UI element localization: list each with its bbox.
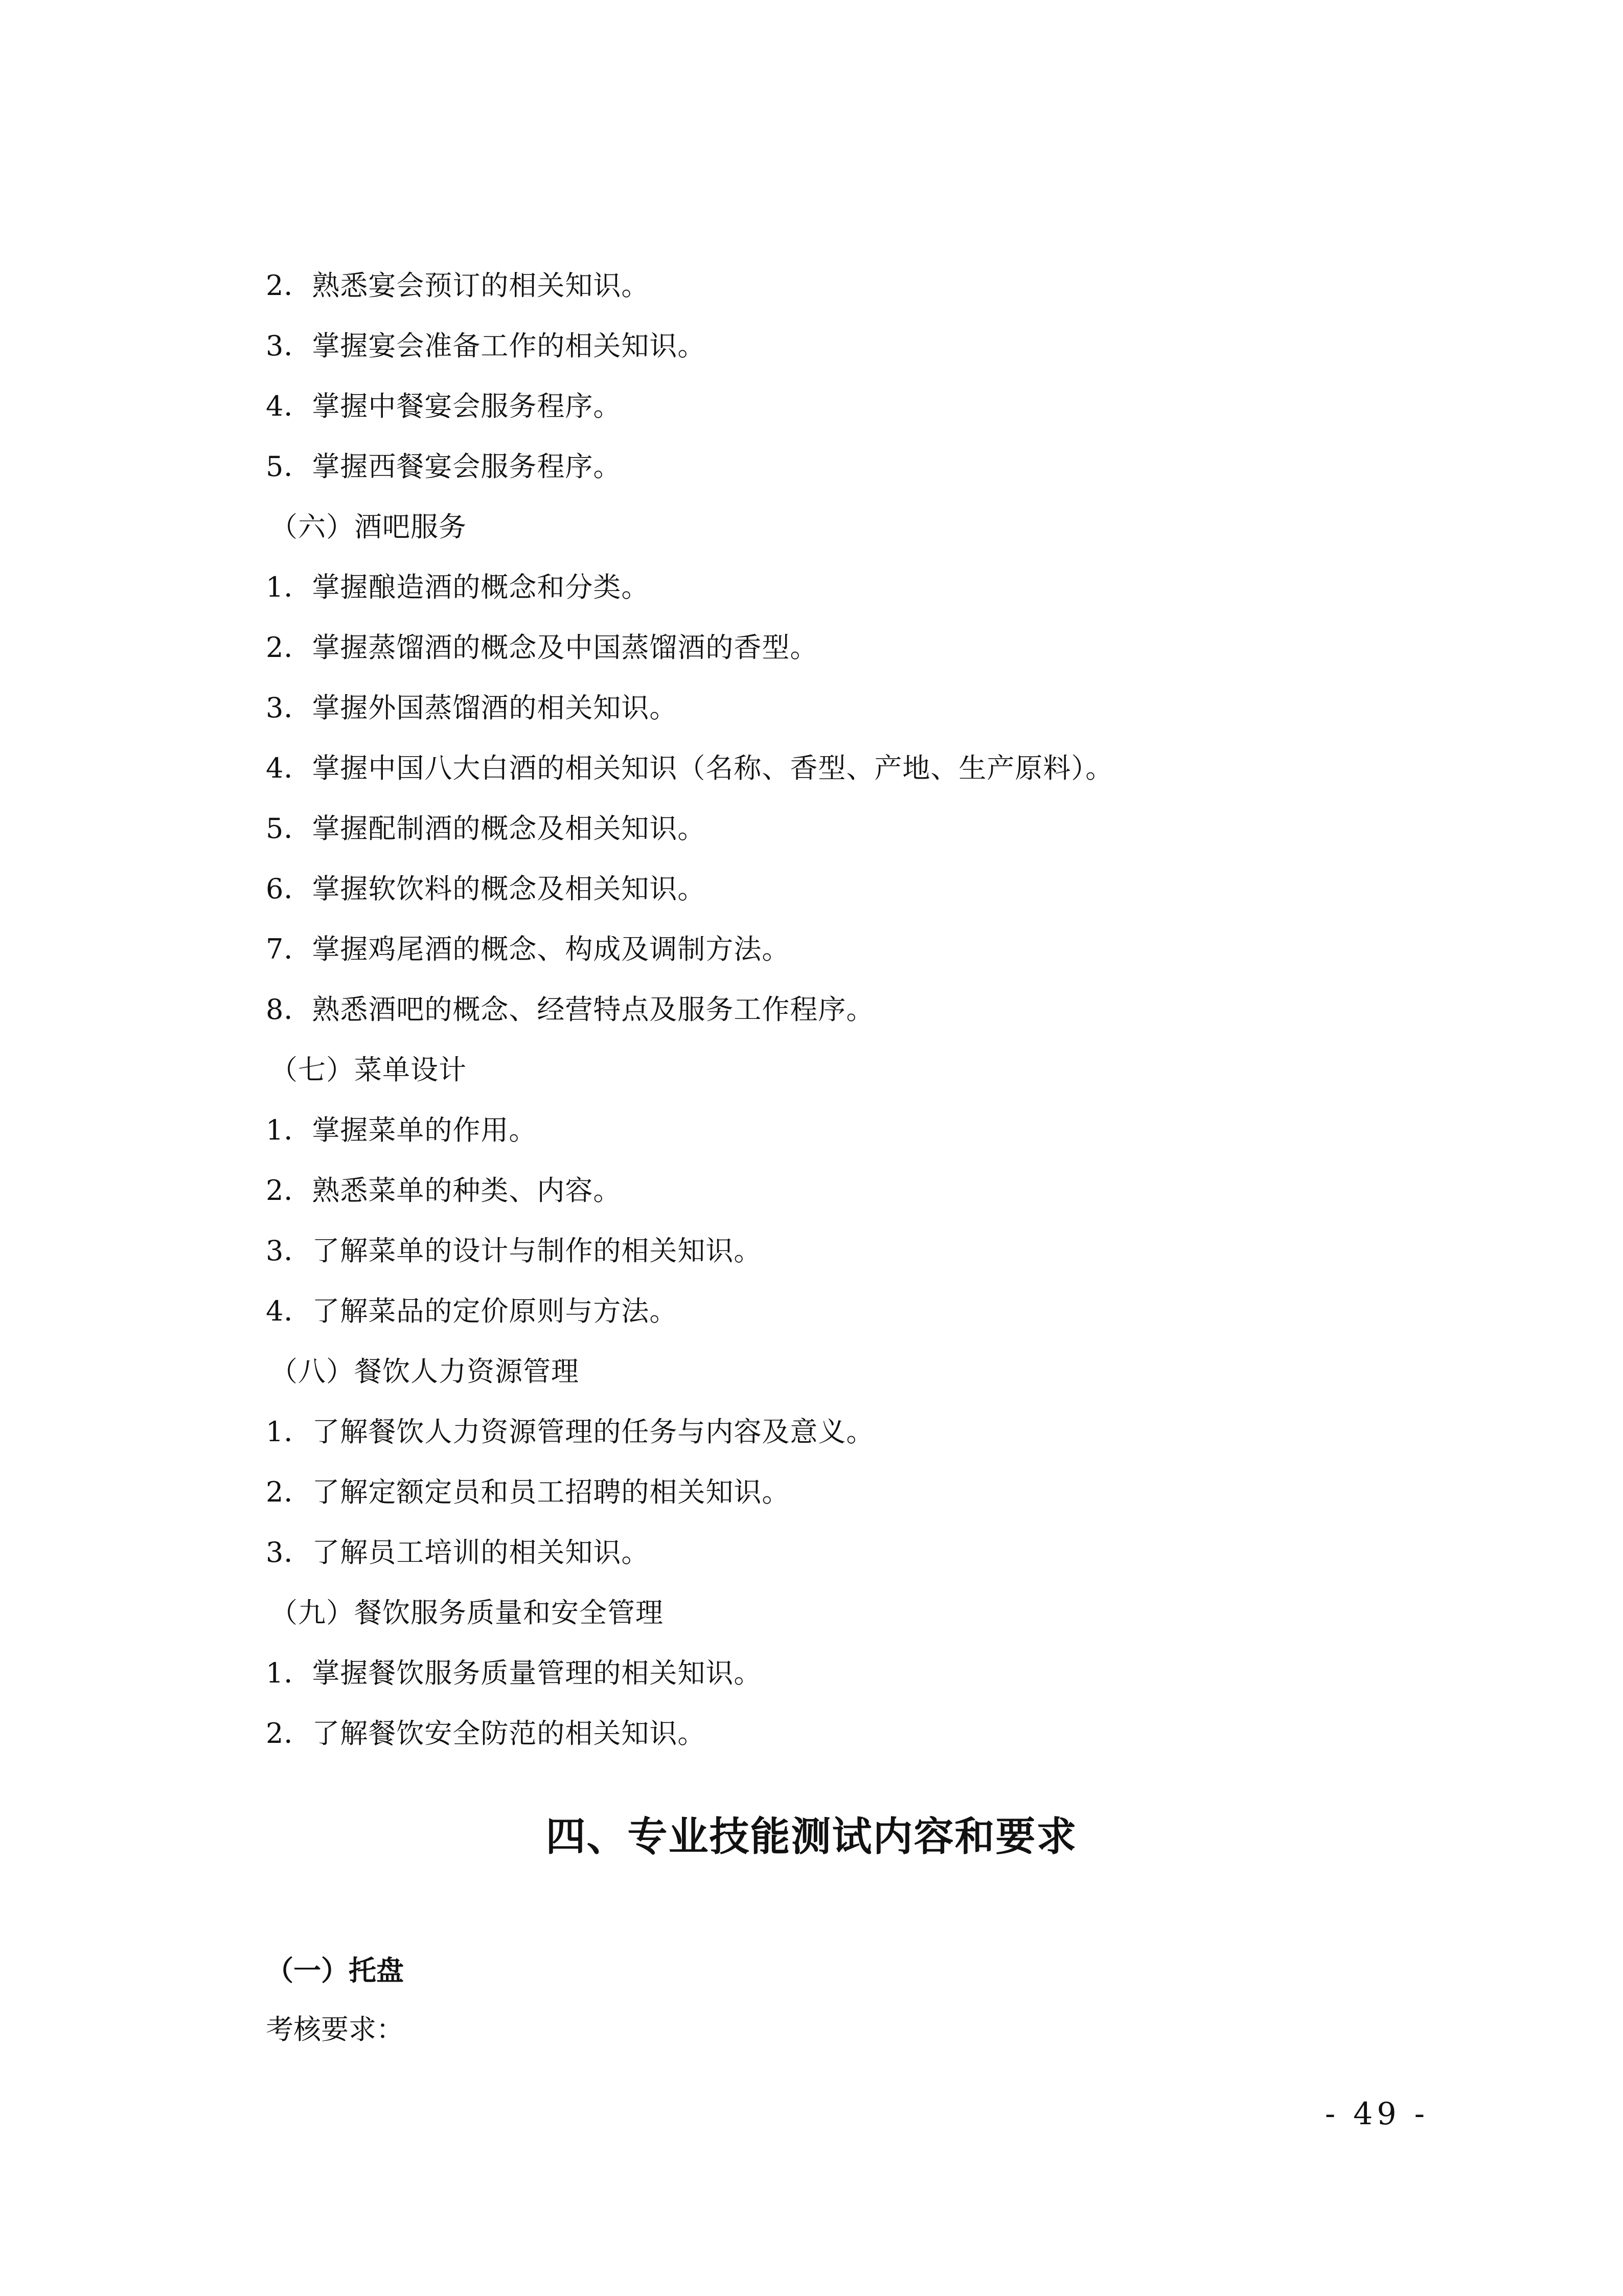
list-item: 2．了解餐饮安全防范的相关知识。 <box>266 1717 706 1749</box>
list-item: 2．熟悉菜单的种类、内容。 <box>266 1174 622 1207</box>
list-item: 1．掌握餐饮服务质量管理的相关知识。 <box>266 1657 762 1689</box>
section-heading: （九）餐饮服务质量和安全管理 <box>270 1597 664 1629</box>
chapter-title: 四、专业技能测试内容和要求 <box>545 1814 1078 1860</box>
list-item: 2．掌握蒸馏酒的概念及中国蒸馏酒的香型。 <box>266 631 818 664</box>
list-item: 6．掌握软饮料的概念及相关知识。 <box>266 873 706 905</box>
list-item: 8．熟悉酒吧的概念、经营特点及服务工作程序。 <box>266 993 875 1026</box>
list-item: 3．了解员工培训的相关知识。 <box>266 1536 650 1568</box>
list-item: 1．掌握菜单的作用。 <box>266 1114 537 1146</box>
list-item: 2．了解定额定员和员工招聘的相关知识。 <box>266 1476 790 1508</box>
body-text <box>266 256 1390 1764</box>
list-item: 4．掌握中餐宴会服务程序。 <box>266 390 622 422</box>
list-item: 4．了解菜品的定价原则与方法。 <box>266 1295 678 1327</box>
list-item: 3．了解菜单的设计与制作的相关知识。 <box>266 1235 762 1267</box>
sub-heading: （一）托盘 <box>266 1954 404 1987</box>
list-item: 3．掌握外国蒸馏酒的相关知识。 <box>266 692 678 724</box>
list-item: 7．掌握鸡尾酒的概念、构成及调制方法。 <box>266 933 790 965</box>
list-item: 3．掌握宴会准备工作的相关知识。 <box>266 330 706 362</box>
list-item: 1．掌握酿造酒的概念和分类。 <box>266 571 650 603</box>
section-heading: （六）酒吧服务 <box>270 511 467 543</box>
list-item: 5．掌握配制酒的概念及相关知识。 <box>266 812 706 845</box>
list-item: 2．熟悉宴会预订的相关知识。 <box>266 269 650 302</box>
requirement-label: 考核要求： <box>266 2013 404 2045</box>
section-heading: （七）菜单设计 <box>270 1054 467 1086</box>
list-item: 1．了解餐饮人力资源管理的任务与内容及意义。 <box>266 1416 875 1448</box>
list-item: 4．掌握中国八大白酒的相关知识（名称、香型、产地、生产原料）。 <box>266 752 1114 784</box>
section-heading: （八）餐饮人力资源管理 <box>270 1355 579 1388</box>
list-item: 5．掌握西餐宴会服务程序。 <box>266 450 622 483</box>
page-number: - 49 - <box>1324 2096 1429 2132</box>
